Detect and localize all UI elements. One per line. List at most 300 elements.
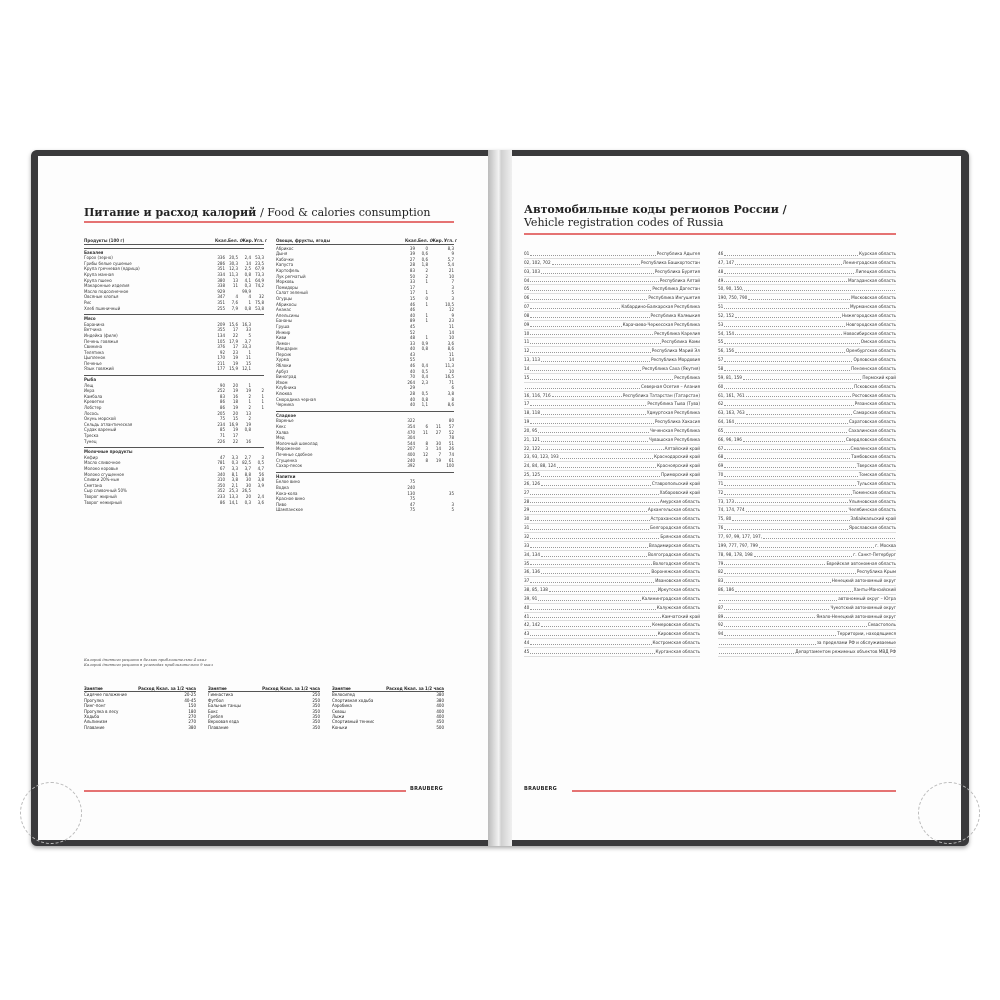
food-value: 252 <box>217 388 225 394</box>
column-header: Ккал. <box>405 238 419 243</box>
leader-dots <box>541 568 650 574</box>
region-row <box>524 648 700 657</box>
food-value: 12 <box>422 451 428 457</box>
section-heading: Напитки <box>276 472 454 480</box>
region-row <box>524 321 700 330</box>
food-value: 8,6 <box>447 402 454 408</box>
region-row <box>524 418 700 427</box>
region-name: автономный округ – Югра <box>838 595 896 601</box>
region-name: Ивановская область <box>655 578 700 584</box>
food-name: Виноград <box>276 374 297 380</box>
region-name: г. Санкт-Петербург <box>853 551 896 557</box>
region-code: 41 <box>524 613 530 619</box>
leader-dots <box>748 294 850 300</box>
food-value: 4 <box>235 294 238 300</box>
region-code: 49 <box>718 277 724 283</box>
region-code: 03, 103 <box>524 268 540 274</box>
food-value: 8,3 <box>447 245 454 251</box>
food-value: 11,3 <box>229 271 238 277</box>
food-name: Сметана <box>84 482 103 488</box>
food-value: 83 <box>409 267 415 273</box>
leader-dots <box>541 268 654 274</box>
region-code: 190, 750, 790 <box>718 295 748 301</box>
food-name: Салат зеленый <box>276 290 308 296</box>
food-value: 233 <box>217 493 225 499</box>
food-value: 75 <box>409 479 415 485</box>
region-code: 16, 116, 716 <box>524 392 551 398</box>
food-value: 234 <box>217 421 225 427</box>
region-name: Брянская область <box>660 534 700 539</box>
food-value: 30 <box>245 482 251 488</box>
note-line: Калорий дневного рациона в углеводах приблизительно 9 ккал <box>84 662 213 667</box>
region-row <box>524 489 700 498</box>
region-row <box>718 551 896 560</box>
section-heading: Сладкое <box>276 411 454 419</box>
food-name: Хурма <box>276 357 290 363</box>
food-value: 4,1 <box>244 277 251 283</box>
food-name: Мороженое <box>276 446 301 452</box>
food-value: 73,3 <box>255 271 264 277</box>
food-value: 16 <box>245 438 251 444</box>
food-value: 3,8 <box>447 391 454 397</box>
codes-list-left <box>524 250 700 657</box>
region-name: Краснодарский край <box>654 454 700 460</box>
food-value: 0,6 <box>421 251 428 257</box>
region-name: за пределами РФ и обслуживаемые <box>816 640 896 646</box>
food-name: Лобстер <box>84 405 102 411</box>
food-value: 380 <box>217 277 225 283</box>
food-value: 52 <box>448 429 454 435</box>
food-name: Макаронные изделия <box>84 283 130 289</box>
food-value: 0,5 <box>257 460 264 466</box>
food-value: 304 <box>407 435 415 441</box>
leader-dots <box>724 250 858 256</box>
column-header: Занятие <box>84 686 103 691</box>
codes-title-ru: Автомобильные коды регионов России / <box>524 203 787 216</box>
food-value <box>431 463 441 469</box>
food-value: 322 <box>407 418 415 424</box>
food-value: 1 <box>425 301 428 307</box>
food-values <box>215 366 264 372</box>
food-value: 286 <box>217 260 225 266</box>
region-row <box>718 409 896 418</box>
food-value: 75 <box>219 416 225 422</box>
food-name: Креветки <box>84 399 105 405</box>
food-value: 78 <box>448 435 454 441</box>
food-name: Клубника <box>276 385 297 391</box>
region-name: Республика Татарстан (Татарстан) <box>622 392 700 398</box>
food-name: Молоко коровье <box>84 465 119 471</box>
region-name: Республика Калмыкия <box>650 312 700 318</box>
activity-kcal: 400 <box>436 703 444 709</box>
food-value: 11,3 <box>445 363 454 369</box>
leader-dots <box>530 560 651 566</box>
region-code: 57 <box>718 357 724 363</box>
region-name: Амурская область <box>659 498 700 504</box>
activity-name: Спортивная ходьба <box>332 697 374 703</box>
column-header: Угл. г <box>444 238 458 243</box>
leader-dots <box>759 542 874 548</box>
food-value: 205 <box>217 410 225 416</box>
food-value: 11 <box>435 424 441 429</box>
region-row <box>524 560 700 569</box>
food-value: 1 <box>425 290 428 296</box>
region-code: 94 <box>718 631 724 637</box>
food-name: Крупа пшено <box>84 277 112 283</box>
food-values <box>405 507 454 513</box>
food-value: 47 <box>219 454 225 460</box>
corner-pocket-right <box>918 782 980 844</box>
food-value <box>254 439 264 445</box>
region-code: 31 <box>524 525 530 531</box>
food-value: 2,4 <box>244 255 251 261</box>
food-value: 9 <box>451 312 454 318</box>
region-name: Нижегородская область <box>842 312 896 318</box>
food-value: 544 <box>407 440 415 446</box>
region-code: 69 <box>718 463 724 469</box>
codes-list-right <box>718 250 896 657</box>
region-name: г. Москва <box>875 542 896 548</box>
region-name: Республика Алтай <box>659 277 700 283</box>
food-value: 0,9 <box>421 340 428 346</box>
column-header: Продукты (100 г) <box>84 238 125 243</box>
activity-kcal: 450 <box>436 719 444 725</box>
leader-dots <box>724 613 815 619</box>
region-row <box>524 471 700 480</box>
activity-table-3 <box>332 686 444 730</box>
region-name: Саратовская область <box>848 419 896 425</box>
column-header: Расход Ккал. за 1/2 часа <box>138 686 196 691</box>
food-value: 8 <box>425 457 428 463</box>
food-name: Баранина <box>84 321 105 327</box>
region-row <box>718 586 896 595</box>
region-code: 83 <box>718 578 724 584</box>
brauberg-logo: BRAUBERG <box>524 786 558 792</box>
region-code: 06 <box>524 295 530 301</box>
food-name: Сгущенка <box>276 457 297 463</box>
region-name: Тюменская область <box>852 489 896 495</box>
region-row <box>524 400 700 409</box>
region-code: 56, 156 <box>718 348 734 354</box>
region-code: 78, 98, 178, 198 <box>718 551 753 557</box>
food-value: 338 <box>217 283 225 289</box>
region-code: 58 <box>718 365 724 371</box>
region-row <box>718 383 896 392</box>
food-name: Варенье <box>276 418 294 424</box>
region-code: 05 <box>524 286 530 292</box>
region-name: Республика Ингушетия <box>648 295 700 301</box>
region-code: 45 <box>524 648 530 654</box>
region-name: Иркутская область <box>657 587 700 593</box>
region-name: Ханты-Мансийский <box>853 587 896 593</box>
food-value: 15,9 <box>229 366 238 372</box>
region-code: 34, 134 <box>524 551 540 557</box>
food-value: 33 <box>409 340 415 346</box>
food-name: Помидоры <box>276 284 298 290</box>
food-value: 14 <box>435 446 441 452</box>
region-code: 50, 90, 150, <box>718 286 744 292</box>
food-value: 5 <box>451 290 454 296</box>
food-value: 29 <box>409 385 415 391</box>
food-value: 0,8 <box>244 427 251 433</box>
region-name: Забайкальский край <box>850 516 896 522</box>
food-name: Кекс <box>276 424 286 429</box>
region-name: Калининградская область <box>641 595 700 601</box>
region-name: Чукотский автономный округ <box>830 604 896 610</box>
region-row <box>718 639 896 648</box>
leader-dots <box>557 462 656 468</box>
region-code: 37 <box>524 578 530 584</box>
food-name: Капуста <box>276 262 294 268</box>
food-value: 19 <box>232 388 238 394</box>
activity-kcal: 500 <box>436 724 444 730</box>
food-values <box>215 500 264 506</box>
leader-dots <box>724 577 830 583</box>
region-row <box>524 568 700 577</box>
region-name: Ярославская область <box>849 525 896 531</box>
food-name: Рис <box>84 299 92 305</box>
food-value: 7,9 <box>231 305 238 311</box>
leader-dots <box>732 515 849 521</box>
region-row <box>718 259 896 268</box>
leader-dots <box>530 489 658 495</box>
right-title-rule <box>524 233 896 235</box>
region-row <box>524 613 700 622</box>
region-name: Костромская область <box>652 640 700 646</box>
region-row <box>524 268 700 277</box>
region-name: Омская область <box>860 339 896 345</box>
region-name: Челябинская область <box>848 507 896 513</box>
leader-dots <box>530 515 649 521</box>
activity-name: Спортивный теннис <box>332 719 375 725</box>
column-header: Расход Ккал. за 1/2 часа <box>386 686 444 691</box>
food-value: 0,8 <box>244 271 251 277</box>
food-value: 100 <box>446 463 454 469</box>
food-value: 1 <box>425 318 428 324</box>
region-code: 38, 85, 138 <box>524 587 548 593</box>
food-value: 39 <box>409 251 415 257</box>
activity-name: Сквош <box>332 708 346 714</box>
region-row <box>718 630 896 639</box>
food-value: 4 <box>248 294 251 300</box>
region-row <box>524 586 700 595</box>
food-value: 1 <box>248 299 251 305</box>
leader-dots <box>724 560 825 566</box>
region-code: 199, 777, 797, 799 <box>718 542 758 548</box>
food-value: 3,9 <box>257 482 264 488</box>
food-value: 2,4 <box>257 493 264 499</box>
region-code: 35 <box>524 560 530 566</box>
food-name: Язык говяжий <box>84 366 114 372</box>
leader-dots <box>530 506 647 512</box>
food-value: 21 <box>448 267 454 273</box>
food-value: 19 <box>245 421 251 427</box>
leader-dots <box>724 356 852 362</box>
food-value: 46 <box>409 307 415 313</box>
food-value: 40 <box>409 402 415 408</box>
region-row <box>718 595 896 604</box>
region-row <box>524 533 700 542</box>
food-value: 19 <box>245 388 251 394</box>
leader-dots <box>530 277 658 283</box>
food-value: 13,3 <box>229 493 238 499</box>
region-name: Смоленская область <box>850 445 896 451</box>
leader-dots <box>724 400 853 406</box>
table-row <box>276 507 454 513</box>
region-row <box>718 338 896 347</box>
food-value: 82,5 <box>242 460 251 466</box>
leader-dots <box>724 338 859 344</box>
food-value: 3,8 <box>257 477 264 483</box>
food-value: 16,9 <box>229 421 238 427</box>
food-value: 8 <box>451 396 454 402</box>
food-value: 53,3 <box>255 255 264 261</box>
table-row <box>276 463 454 469</box>
food-value: 86 <box>219 399 225 405</box>
region-row <box>718 347 896 356</box>
region-name: Красноярский край <box>656 463 700 469</box>
food-value: 99,9 <box>242 288 251 294</box>
food-value: 3,3 <box>231 454 238 460</box>
food-value: 392 <box>407 463 415 469</box>
food-name: Клюква <box>276 391 292 397</box>
activity-name: Гимнастика <box>208 692 234 698</box>
activity-name: Коньки <box>332 724 348 730</box>
food-name: Печенье сдобное <box>276 451 313 457</box>
food-name: Овсяные хлопья <box>84 294 119 300</box>
food-value: 3,6 <box>447 340 454 346</box>
column-header: Овощи, фрукты, ягоды <box>276 238 331 243</box>
food-name: Цыпленок <box>84 355 106 361</box>
leader-dots <box>541 480 651 486</box>
activity-name: Гребля <box>208 714 223 720</box>
region-name: Департаментом режимных объектов МВД РФ <box>795 648 896 654</box>
food-value: 0,4 <box>421 363 428 369</box>
food-value: 55 <box>409 357 415 363</box>
food-value: 86 <box>219 405 225 411</box>
food-value: 1 <box>261 405 264 411</box>
food-value: 15,6 <box>229 321 238 327</box>
region-code: 65 <box>718 427 724 433</box>
food-value: 5,7 <box>447 256 454 262</box>
food-name: Ананас <box>276 307 292 313</box>
region-code: 77, 97, 99, 177, 197, <box>718 534 762 539</box>
region-row <box>524 392 700 401</box>
note-line: Калорий дневного рациона в белках приблизительно 4 ккал <box>84 657 207 662</box>
section-heading: Молочные продукты <box>84 447 264 455</box>
region-code: 59, 81, 159 <box>718 374 742 380</box>
food-value: 8,8 <box>244 471 251 477</box>
region-name: Курская область <box>859 251 896 256</box>
region-row <box>718 480 896 489</box>
region-code: 64, 164 <box>718 419 734 425</box>
region-row <box>524 621 700 630</box>
leader-dots <box>724 427 847 433</box>
region-code: 17 <box>524 401 530 407</box>
food-value: 67 <box>219 465 225 471</box>
region-code: 26, 126 <box>524 480 540 486</box>
food-value: 10 <box>448 368 454 374</box>
region-row <box>524 338 700 347</box>
region-row <box>718 294 896 303</box>
food-value: 28 <box>409 262 415 268</box>
food-value: 255 <box>217 305 225 311</box>
food-name: Тунец <box>84 438 97 444</box>
region-code: 39, 91 <box>524 595 538 601</box>
region-name: Псковская область <box>854 383 896 389</box>
leader-dots <box>541 436 648 442</box>
activity-name: Пинг-понг <box>84 703 106 709</box>
food-value: 5 <box>248 332 251 338</box>
region-code: 33 <box>524 542 530 548</box>
region-row <box>718 498 896 507</box>
region-code: 22, 122 <box>524 445 540 451</box>
food-value: 1 <box>248 382 251 388</box>
leader-dots <box>552 392 622 398</box>
food-value: 30 <box>435 440 441 446</box>
activity-name: Сидячее положение <box>84 692 127 698</box>
food-value: 53,8 <box>255 305 264 311</box>
activity-kcal: 400 <box>436 714 444 720</box>
activity-kcal: 350 <box>312 719 320 725</box>
region-code: 32 <box>524 534 530 539</box>
food-name: Морковь <box>276 279 295 285</box>
column-header: Жир. г <box>431 238 447 243</box>
region-name: Вологодская область <box>652 560 700 566</box>
food-value: 23 <box>232 349 238 355</box>
food-value: 17 <box>232 433 238 438</box>
food-value: 336 <box>217 255 225 261</box>
table-header-row <box>84 238 268 245</box>
leader-dots <box>538 427 648 433</box>
food-value <box>431 507 441 513</box>
region-code: 70 <box>718 472 724 478</box>
food-name: Крупа гречневая (ядрица) <box>84 266 140 272</box>
leader-dots <box>530 303 620 309</box>
food-value: 2,1 <box>231 482 238 488</box>
food-value: 2 <box>261 388 264 394</box>
food-name: Печенье <box>84 360 102 366</box>
food-value: 26 <box>448 446 454 452</box>
food-value: 1 <box>425 279 428 285</box>
region-code: 66, 96, 196 <box>718 436 742 442</box>
food-value: 0,5 <box>421 368 428 374</box>
leader-dots <box>743 436 845 442</box>
activity-name: Лыжи <box>332 714 345 720</box>
region-code: 61, 161, 761 <box>718 392 745 398</box>
leader-dots <box>530 250 655 256</box>
food-value: 56 <box>258 471 264 477</box>
food-value: 17,9 <box>229 338 238 344</box>
food-name: Телятина <box>84 349 104 355</box>
region-name: Новосибирская область <box>843 330 896 336</box>
region-name: Белгородская область <box>650 525 700 531</box>
food-value: 9 <box>451 251 454 257</box>
region-row <box>524 436 700 445</box>
region-row <box>524 445 700 454</box>
food-value: 12,3 <box>229 266 238 272</box>
region-row <box>718 285 896 294</box>
region-row <box>718 268 896 277</box>
region-name: Новгородская область <box>846 321 896 327</box>
food-value <box>254 366 264 372</box>
leader-dots <box>541 409 646 415</box>
food-value: 134 <box>217 332 225 338</box>
region-row <box>718 577 896 586</box>
region-code: 10 <box>524 330 530 336</box>
food-name: Кефир <box>84 454 98 460</box>
region-row <box>718 621 896 630</box>
